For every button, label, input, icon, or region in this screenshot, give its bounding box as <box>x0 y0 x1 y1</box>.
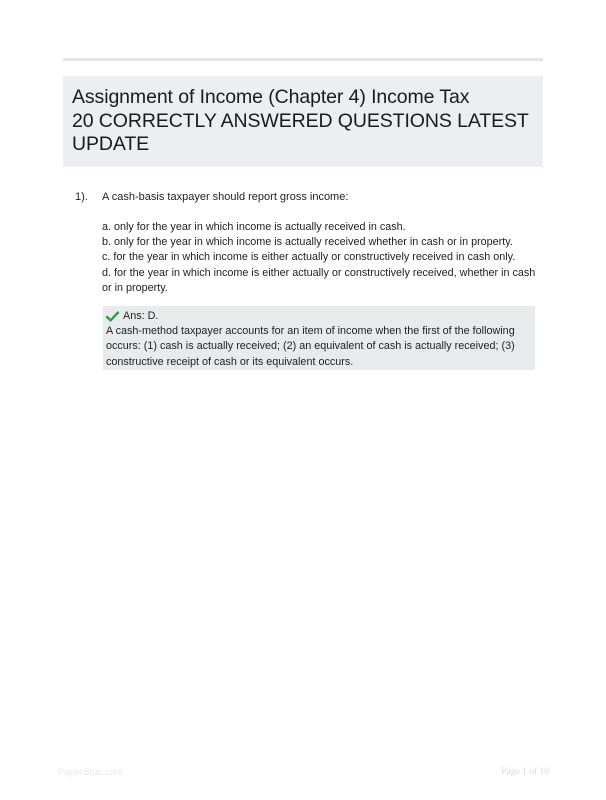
option-d-continued: or in property. <box>102 281 168 294</box>
title-line: 20 CORRECTLY ANSWERED QUESTIONS LATEST <box>72 109 529 132</box>
option-d: d. for the year in which income is either actually or constructively received, whether in cash <box>102 266 536 279</box>
check-icon <box>106 311 119 322</box>
answer-explanation-line: constructive receipt of cash or its equivalent occurs. <box>106 355 354 368</box>
footer-watermark: PaperStuc.com <box>58 767 123 778</box>
question-number: 1). <box>75 191 88 203</box>
question-text: A cash-basis taxpayer should report gross income: <box>102 191 349 203</box>
page-number: Page 1 of 10 <box>501 767 549 777</box>
answer-label: Ans: D. <box>123 310 159 322</box>
answer-box <box>103 306 535 370</box>
option-a: a. only for the year in which income is actually received in cash. <box>102 221 406 233</box>
option-b: b. only for the year in which income is actually received whether in cash or in property. <box>102 236 513 249</box>
answer-explanation-line: A cash-method taxpayer accounts for an item of income when the first of the following <box>106 325 515 338</box>
answer-options <box>102 220 542 296</box>
answer-explanation-line: occurs: (1) cash is actually received; (2) an equivalent of cash is actually received; (3) <box>106 340 515 353</box>
title-line: UPDATE <box>72 133 150 155</box>
top-divider <box>63 58 543 61</box>
title-line: Assignment of Income (Chapter 4) Income Tax <box>72 86 470 108</box>
answer-header <box>106 309 531 324</box>
page-title <box>63 76 543 167</box>
option-c: c. for the year in which income is either actually or constructively received in cash only. <box>102 251 516 264</box>
